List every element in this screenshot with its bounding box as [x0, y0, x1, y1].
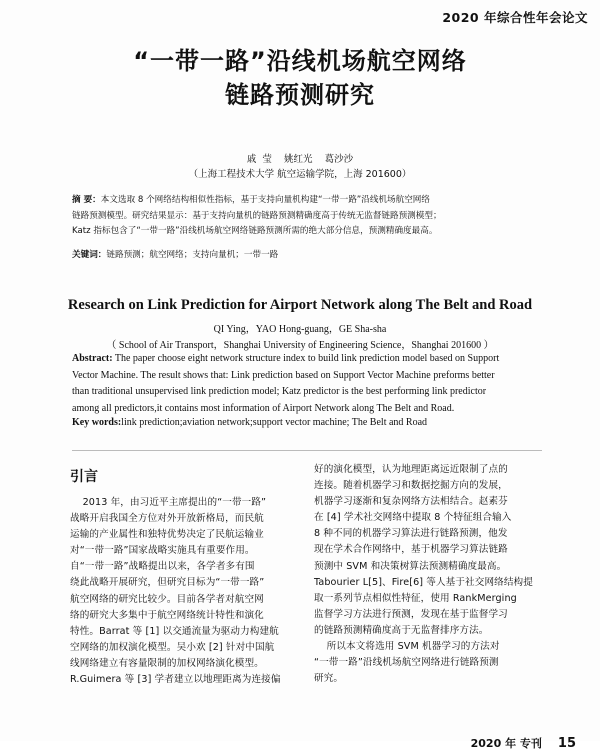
affiliation-cn: （上海工程技术大学 航空运输学院，上海 201600） — [188, 169, 412, 180]
abstract-cn-line: 摘 要：本文选取 8 个网络结构相似性指标，基于支持向量机构建“一带一路”沿线机场航空网络 — [72, 195, 430, 205]
body-line: 研究。 — [314, 673, 344, 685]
title-line-2: 链路预测研究 — [225, 81, 375, 109]
abstract-en-line: Abstract: The paper choose eight network structure index to build link prediction model based on Support — [72, 353, 500, 364]
body-line: 连接。随着机器学习和数据挖掘方向的发展， — [314, 480, 508, 492]
keywords-cn-label: 关键词： — [72, 250, 107, 260]
body-line: 预测中 SVM 和决策树算法预测精确度最高。 — [314, 560, 507, 572]
body-line: 监督学习方法进行预测，发现在基于监督学习 — [314, 608, 508, 620]
body-line: 络的研究大多集中于航空网络统计特性和演化 — [70, 609, 264, 621]
page-footer — [471, 735, 576, 751]
body-line: 8 种不同的机器学习算法进行链路预测，他发 — [314, 528, 508, 540]
body-line: 对“一带一路”国家战略实施具有重要作用。 — [70, 545, 255, 557]
keywords-cn-text: 链路预测；航空网络；支持向量机；一带一路 — [106, 250, 279, 260]
abstract-en-line: than traditional unsupervised link prediction model; Katz predictor is the best performing link predictor — [72, 386, 487, 397]
abstract-en-line: Vector Machine. The result shows that: Link prediction based on Support Vector Machine preforms better — [72, 369, 495, 381]
footer-issue: 2020 年 专刊 — [470, 737, 542, 750]
body-line: R.Guimera 等 [3] 学者建立以地理距离为连接偏 — [70, 674, 281, 686]
paper-title-cn — [0, 44, 600, 112]
abstract-en — [72, 351, 542, 417]
body-line: 的链路预测精确度高于无监督排序方法。 — [314, 624, 489, 636]
keywords-en-label: Key words: — [72, 417, 122, 428]
body-line: 特性。Barrat 等 [1] 以交通流量为驱动力构建航 — [70, 625, 279, 637]
abstract-en-line: among all predictors,it contains most information of Airport Network along The Belt and Road. — [72, 402, 455, 414]
body-column-left — [70, 495, 298, 688]
body-line: 2013 年，由习近平主席提出的“一带一路” — [70, 497, 267, 508]
conference-tag: 2020 年综合性年会论文 — [442, 10, 588, 25]
body-line: Tabourier L[5]、Fire[6] 等人基于社交网络结构提 — [314, 576, 533, 588]
authors-en: QI Ying，YAO Hong-guang，GE Sha-sha — [213, 324, 387, 335]
abstract-cn-line: 链路预测模型。研究结果显示：基于支持向量机的链路预测精确度高于传统无监督链路预测模型； — [72, 210, 442, 221]
abstract-cn — [72, 193, 542, 240]
abstract-cn-label: 摘 要： — [72, 195, 101, 205]
body-column-right — [314, 462, 544, 687]
body-line: 空网络的加权演化模型。吴小欢 [2] 针对中国航 — [70, 641, 275, 653]
section-heading-introduction: 引言 — [70, 469, 98, 485]
body-line: 线网络建立有容量限制的加权网络演化模型。 — [70, 657, 264, 669]
body-line: 在 [4] 学术社交网络中提取 8 个特征组合输入 — [314, 512, 512, 524]
affiliation-en: （ School of Air Transport，Shanghai University of Engineering Science，Shanghai 201600 ） — [106, 340, 494, 351]
keywords-en — [72, 417, 542, 428]
section-divider — [72, 450, 542, 451]
body-line: 所以本文将选用 SVM 机器学习的方法对 — [314, 641, 500, 653]
body-line: 绕此战略开展研究，但研究目标为“一带一路” — [70, 577, 265, 589]
body-line: 战略开启我国全方位对外开放新格局，而民航 — [70, 513, 264, 525]
keywords-cn — [72, 248, 542, 260]
body-line: 航空网络的研究比较少。目前各学者对航空网 — [70, 593, 264, 605]
body-line: 运输的产业属性和独特优势决定了民航运输业 — [70, 529, 264, 541]
body-line: “一带一路”沿线机场航空网络进行链路预测 — [314, 657, 499, 669]
authors-cn: 戚 莹 姚红光 葛沙沙 — [246, 154, 354, 165]
keywords-en-text: link prediction;aviation network;support vector machine; The Belt and Road — [121, 417, 428, 428]
page-number: 15 — [557, 736, 576, 751]
title-line-1: “一带一路”沿线机场航空网络 — [133, 47, 467, 75]
body-line: 机器学习逐渐和复杂网络方法相结合。赵素芬 — [314, 496, 508, 508]
paper-title-en: Research on Link Prediction for Airport Network along The Belt and Road — [67, 297, 533, 313]
abstract-cn-line: Katz 指标包含了“一带一路”沿线机场航空网络链路预测所需的绝大部分信息，预测精确度最高。 — [72, 226, 438, 236]
abstract-en-label: Abstract: — [72, 353, 113, 364]
body-line: 现在学术合作网络中，基于机器学习算法链路 — [314, 544, 508, 556]
body-line: 取一系列节点相似性特征，使用 RankMerging — [314, 592, 517, 604]
body-line: 自“一带一路”战略提出以来，各学者多有围 — [70, 561, 255, 573]
body-line: 好的演化模型，认为地理距离远近限制了点的 — [314, 464, 508, 475]
